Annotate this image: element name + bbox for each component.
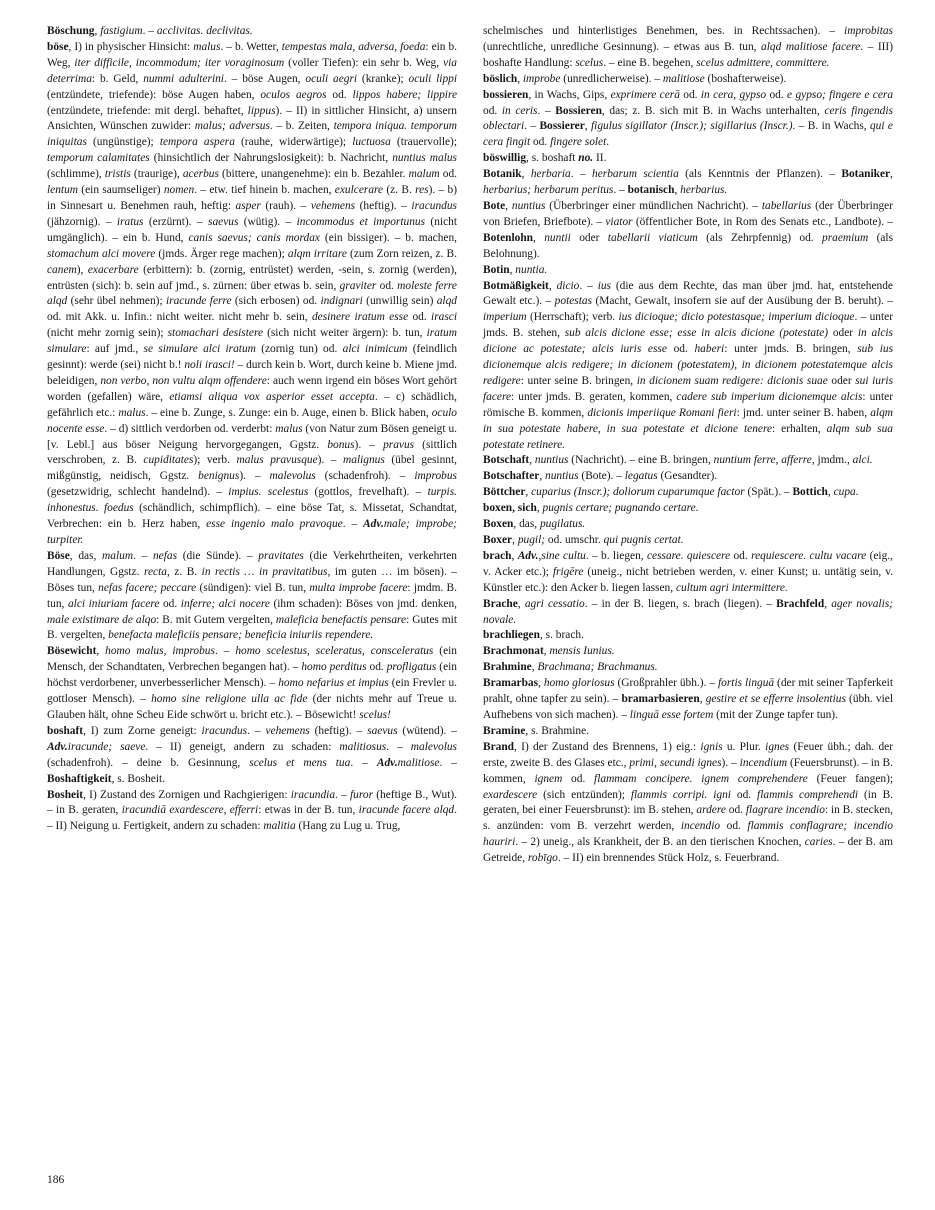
dictionary-entry: bossieren, in Wachs, Gips, exprimere cerā od. in cera, gypso od. e gypso; fingere e cera od. in ceris. – Bossieren, das; z. B. sich mit B. in Wachs unterhalten, ceris fingendis oblectari. – Bossierer, figulus sigillator (Inscr.); sigillarius (Inscr.). – B. in Wachs, qui e cera fingit od. fingere solet.: [483, 88, 894, 149]
dictionary-entry: boxen, sich, pugnis certare; pugnando certare.: [483, 502, 699, 515]
dictionary-entry: Bote, nuntius (Überbringer einer mündlichen Nachricht). – tabellarius (der Überbringer von Briefen, Briefbote). – viator (öffentlicher Bote, in Rom des Senats etc., Landbote). – Botenlohn, nuntii oder tabellarii viaticum (als Zehrpfennig) od. praemium (als Belohnung).: [483, 199, 894, 260]
column-right: [483, 24, 893, 867]
dictionary-entry: schelmisches und hinterlistiges Benehmen, bes. in Rechtssachen). – improbitas (unrechtliche, unredliche Gesinnung). – etwas aus B. tun, alqd malitiose facere. – III) boshafte Handlung: scelus. – eine B. begehen, scelus admittere, committere.: [483, 25, 893, 69]
dictionary-entry: Bramarbas, homo gloriosus (Großprahler übh.). – fortis linguā (der mit seiner Tapferkeit prahlt, ohne tapfer zu sein). – bramarbasieren, gestire et se efferre insolentius (übh. viel Aufhebens von sich machen). – linguā esse fortem (mit der Zunge tapfer tun).: [483, 677, 894, 721]
dictionary-entry: Brachmonat, mensis Iunius.: [483, 645, 615, 658]
dictionary-entry: brach, Adv.,sine cultu. – b. liegen, cessare. quiescere od. requiescere. cultu vacare (eig., v. Acker etc.); frigēre (uneig., nicht betrieben werden, v. einer Kunst; u. untätig sein, v. Künstler etc.): den Acker b. liegen lassen, cultum agri intermittere.: [483, 549, 893, 594]
dictionary-entry: böswillig, s. boshaft no. II.: [483, 152, 607, 165]
dictionary-entry: boshaft, I) zum Zorne geneigt: iracundus. – vehemens (heftig). – saevus (wütend). – Adv.iracunde; saeve. – II) geneigt, andern zu schaden: malitiosus. – malevolus (schadenfroh). – deine b. Gesinnung, scelus et mens tua. – Adv.malitiose. – Boshaftigkeit, s. Bosheit.: [47, 724, 457, 785]
dictionary-entry: Botschaft, nuntius (Nachricht). – eine B. bringen, nuntium ferre, afferre, jmdm., alci.: [483, 454, 873, 467]
dictionary-entry: Böschung, fastigium. – acclivitas. declivitas.: [47, 25, 253, 37]
dictionary-entry: Bramine, s. Brahmine.: [483, 724, 589, 737]
dictionary-entry: Botanik, herbaria. – herbarum scientia (als Kenntnis der Pflanzen). – Botaniker, herbarius; herbarum peritus. – botanisch, herbarius.: [483, 168, 893, 197]
dictionary-entry: Botmäßigkeit, dicio. – ius (die aus dem Rechte, das man über jmd. hat, entstehende Gewalt etc.). – potestas (Macht, Gewalt, insofern sie auf der Ausübung der B. beruht). – imperium (Herrschaft); verb. ius dicioque; dicio potestasque; imperium dicioque. – unter jmds. B. stehen, sub alcis dicione esse; esse in alcis dicione (potestate) oder in alcis dicione ac potestate; alcis iuris esse od. haberi: unter jmds. B. bringen, sub ius dicionemque alcis redigere; in dicionem (potestatem), in dicionem potestatemque alcis redigere: unter seine B. bringen, in dicionem suam redigere: dicionis suae oder sui iuris facere: unter jmds. B. geraten, kommen, cadere sub imperium dicionemque alcis: unter römische B. kommen, dicionis imperiique Romani fieri: jmd. unter seiner B. haben, alqm in sua potestate habere, in sua potestate et dicione tenere: erhalten, alqm sub sua potestate retinere.: [483, 279, 894, 451]
text-columns: [47, 24, 893, 867]
dictionary-entry: Boxen, das, pugilatus.: [483, 518, 586, 531]
dictionary-entry: Böttcher, cuparius (Inscr.); doliorum cuparumque factor (Spät.). – Bottich, cupa.: [483, 486, 859, 499]
dictionary-entry: Bösewicht, homo malus, improbus. – homo scelestus, sceleratus, consceleratus (ein Mensch, der Schandtaten, Verbrechen begangen hat). – homo perditus od. profligatus (ein höchst verdorbener, unverbesserlicher Mensch). – homo nefarius et impius (ein Frevler u. gottloser Mensch). – homo sine religione ulla ac fide (der nichts mehr auf Treue u. Glauben hält, ohne Scheu Eide schwört u. bricht etc.). – Bösewicht! scelus!: [47, 645, 458, 721]
dictionary-entry: Brand, I) der Zustand des Brennens, 1) eig.: ignis u. Plur. ignes (Feuer übh.; dah. der erste, zweite B. des Glases etc., primi, secundi ignes). – incendium (Feuersbrunst). – in B. kommen, ignem od. flammam concipere. ignem comprehendere (Feuer fangen); exardescere (sich entzünden); flammis corripi. igni od. flammis comprehendi (in B. geraten, bei einer Feuersbrunst): im B. stehen, ardere od. flagrare incendio: in B. stecken, s. anzünden: vom B. verzehrt werden, incendio od. flammis conflagrare; incendio hauriri. – 2) uneig., als Krankheit, der B. an den tierischen Knochen, caries. – der B. am Getreide, robīgo. – II) ein brennendes Stück Holz, s. Feuerbrand.: [483, 740, 894, 865]
dictionary-entry: Botschafter, nuntius (Bote). – legatus (Gesandter).: [483, 470, 718, 483]
dictionary-entry: böslich, improbe (unredlicherweise). – malitiose (boshafterweise).: [483, 72, 787, 85]
dictionary-entry: Boxer, pugil; od. umschr. qui pugnis certat.: [483, 534, 684, 546]
dictionary-entry: Böse, das, malum. – nefas (die Sünde). – pravitates (die Verkehrtheiten, verkehrten Handlungen, Ggstz. recta, z. B. in rectis … in pravitatibus, im guten … im bösen). – Böses tun, nefas facere; peccare (sündigen): viel B. tun, multa improbe facere: jmdm. B. tun, alci iniuriam facere od. inferre; alci nocere (ihm schaden): Böses von jmd. denken, male existimare de alqo: B. mit Gutem vergelten, maleficia benefactis pensare: Gutes mit B. vergelten, benefacta maleficiis pensare; beneficia iniuriis rependere.: [47, 549, 458, 642]
column-left: [47, 24, 457, 867]
dictionary-entry: Brache, agri cessatio. – in der B. liegen, s. brach (liegen). – Brachfeld, ager novalis; novale.: [483, 597, 893, 626]
dictionary-entry: Botin, nuntia.: [483, 263, 548, 276]
page-number: 186: [47, 1174, 65, 1186]
dictionary-entry: böse, I) in physischer Hinsicht: malus. – b. Wetter, tempestas mala, adversa, foeda: ein b. Weg, iter difficile, incommodum; iter voraginosum (voller Tiefen): ein sehr b. Weg, via deterrima: b. Geld, nummi adulterini. – böse Augen, oculi aegri (kranke); oculi lippi (entzündete, triefende): böse Augen haben, oculos aegros od. lippos habere; lippire (entzündete, triefende: mit dergl. behaftet, lippus). – II) in sittlicher Hinsicht, a) unsern Ansichten, Wünschen zuwider: malus; adversus. – b. Zeiten, tempora iniqua. temporum iniquitas (ungünstige); tempora aspera (rauhe, widerwärtige); luctuosa (trauervolle); temporum calamitates (hinsichtlich der Nahrungslosigkeit): b. Nachricht, nuntius malus (schlimme), tristis (traurige), acerbus (bittere, unangenehme): ein b. Bezahler. malum od. lentum (ein saumseliger) nomen. – etw. tief hinein b. machen, exulcerare (z. B. res). – b) in Sinnesart u. Benehmen rauh, heftig: asper (rauh). – vehemens (heftig). – iracundus (jähzornig). – iratus (erzürnt). – saevus (wütig). – incommodus et importunus (nicht umgänglich). – ein b. Hund, canis saevus; canis mordax (ein bissiger). – b. machen, stomachum alci movere (jmds. Ärger rege machen); alqm irritare (zum Zorn reizen, z. B. canem), exacerbare (erbittern): b. (zornig, entrüstet) werden, -sein, s. zornig (werden), entrüsten (sich): b. sein auf jmd., s. zürnen: über etwas b. sein, graviter od. moleste ferre alqd (sehr übel nehmen); iracunde ferre (sich erbosen) od. indignari (unwillig sein) alqd od. mit Akk. u. Infin.: nicht weiter. nicht mehr b. sein, desinere iratum esse od. irasci (nicht mehr zornig sein); stomachari desistere (sich nicht weiter ärgern): b. tun, iratum simulare: auf jmd., se simulare alci iratum (zornig tun) od. alci inimicum (feindlich gesinnt): werde (sei) nicht b.! noli irasci! – durch kein b. Wort, durch keine b. Miene jmd. beleidigen, non verbo, non vultu alqm offendere: auch wenn irgend ein böses Wort gehört worden (gefallen) wäre, etiamsi aliqua vox asperior esset accepta. – c) schädlich, gefährlich etc.: malus. – eine b. Zunge, s. Zunge: ein b. Auge, einen b. Blick haben, oculo nocente esse. – d) sittlich verdorben od. verderbt: malus (von Natur zum Bösen geneigt u. [v. Lebl.] aus böser Neigung hervorgegangen, Ggstz. bonus). – pravus (sittlich verschroben, z. B. cupiditates); verb. malus pravusque). – malignus (übel gesinnt, mißgünstig, neidisch, Ggstz. benignus). – malevolus (schadenfroh). – improbus (gesetzwidrig, schlecht handelnd). – impius. scelestus (gottlos, frevelhaft). – turpis. inhonestus. foedus (schändlich, schimpflich). – eine böse Tat, s. Missetat, Schandtat, Verbrechen: ein b. Herz haben, esse ingenio malo pravoque. – Adv.male; improbe; turpiter.: [47, 40, 458, 546]
dictionary-entry: brachliegen, s. brach.: [483, 629, 584, 642]
dictionary-entry: Brahmine, Brachmana; Brachmanus.: [483, 661, 658, 674]
dictionary-entry: Bosheit, I) Zustand des Zornigen und Rachgierigen: iracundia. – furor (heftige B., Wut). – in B. geraten, iracundiā exardescere, efferri: etwas in der B. tun, iracunde facere alqd. – II) Neigung u. Fertigkeit, andern zu schaden: malitia (Hang zu Lug u. Trug,: [47, 788, 457, 833]
